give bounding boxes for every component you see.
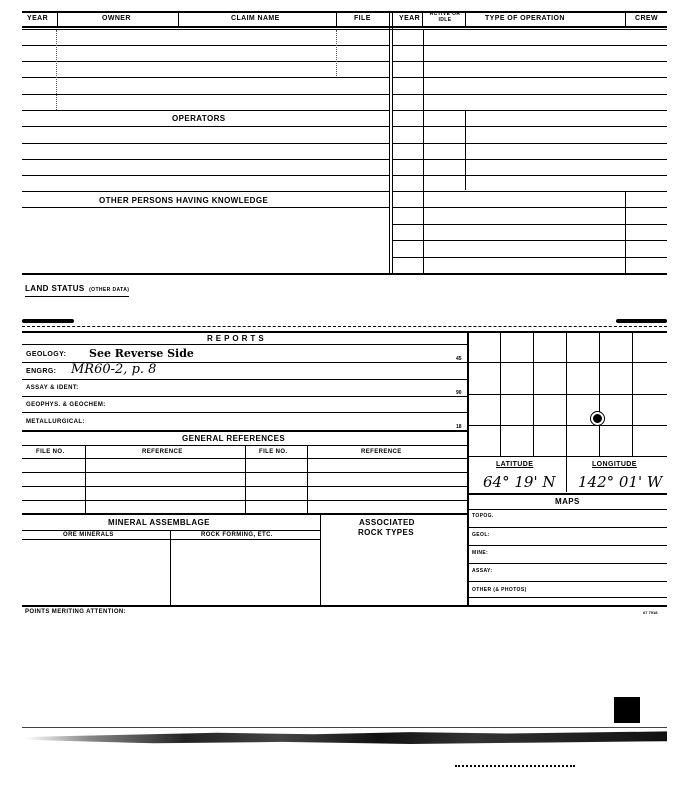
col-year: YEAR <box>27 15 49 22</box>
location-marker <box>591 412 604 425</box>
geology-label: GEOLOGY: <box>26 351 67 358</box>
maps-assay: ASSAY: <box>472 568 493 574</box>
land-status-text: LAND STATUS <box>25 284 85 293</box>
geology-value: See Reverse Side <box>89 347 194 360</box>
operators-heading: OPERATORS <box>172 114 226 123</box>
form-number: 67 7918 <box>643 610 658 615</box>
margin-number-3: 18 <box>456 424 462 430</box>
col-file-no-2: FILE NO. <box>259 449 288 455</box>
ore-minerals-label: ORE MINERALS <box>63 532 114 538</box>
rock-forming-label: ROCK FORMING, ETC. <box>201 532 273 538</box>
mineral-assemblage-title: MINERAL ASSEMBLAGE <box>108 518 210 527</box>
land-status-sub: (OTHER DATA) <box>89 287 130 293</box>
engrg-label: ENGRG: <box>26 368 57 375</box>
latitude-value: 64° 19' N <box>483 473 556 491</box>
longitude-label: LONGITUDE <box>592 461 637 468</box>
scan-mark-left <box>22 319 74 323</box>
reports-title: R E P O R T S <box>207 334 265 343</box>
scan-mark-right <box>616 319 667 323</box>
maps-topog: TOPOG. <box>472 513 494 519</box>
col-claim-name: CLAIM NAME <box>231 15 280 22</box>
maps-other: OTHER (& PHOTOS) <box>472 587 527 593</box>
col-file-no-1: FILE NO. <box>36 449 65 455</box>
col-owner: OWNER <box>102 15 131 22</box>
scan-dots <box>455 765 575 771</box>
general-references-title: GENERAL REFERENCES <box>182 434 286 443</box>
col-file: FILE <box>354 15 371 22</box>
col-crew: CREW <box>635 15 658 22</box>
metallurgical-label: METALLURGICAL: <box>26 419 85 425</box>
associated-label-2: ROCK TYPES <box>358 528 415 537</box>
maps-geol: GEOL: <box>472 532 490 538</box>
col-reference-2: REFERENCE <box>361 449 402 455</box>
scan-block <box>614 697 640 723</box>
col-type-of-operation: TYPE OF OPERATION <box>485 15 565 22</box>
col-year-2: YEAR <box>399 15 421 22</box>
geophys-label: GEOPHYS. & GEOCHEM: <box>26 402 106 408</box>
col-active-idle: ACTIVE OR IDLE <box>429 11 461 23</box>
assay-label: ASSAY & IDENT: <box>26 385 79 391</box>
other-persons-heading: OTHER PERSONS HAVING KNOWLEDGE <box>99 196 269 205</box>
latitude-label: LATITUDE <box>496 461 534 468</box>
maps-title: MAPS <box>555 497 580 506</box>
associated-label-1: ASSOCIATED <box>359 518 415 527</box>
land-status-label <box>25 278 129 297</box>
margin-number-2: 90 <box>456 390 462 396</box>
margin-number-1: 45 <box>456 356 462 362</box>
points-meriting-attention: POINTS MERITING ATTENTION: <box>25 609 127 615</box>
engrg-value: MR60-2, p. 8 <box>71 362 157 377</box>
longitude-value: 142° 01' W <box>578 473 663 491</box>
scan-smudge-line <box>25 730 667 744</box>
maps-mine: MINE: <box>472 550 489 556</box>
col-reference-1: REFERENCE <box>142 449 183 455</box>
